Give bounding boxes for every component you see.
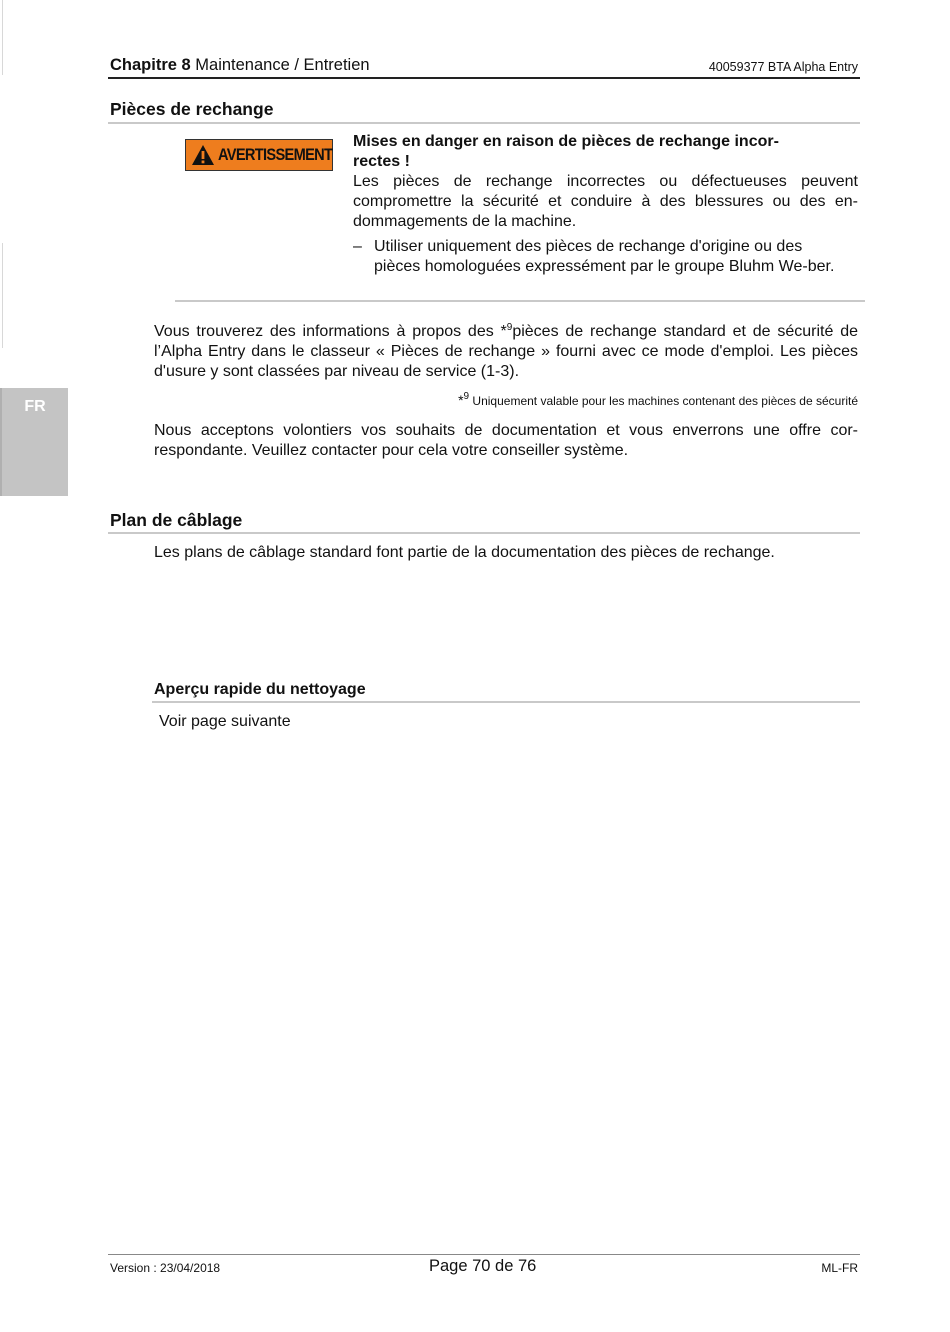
warning-triangle-icon	[191, 144, 215, 166]
warning-divider	[175, 300, 865, 302]
warning-title: Mises en danger en raison de pièces de rechange incor-rectes !	[353, 133, 779, 170]
spare-parts-paragraph	[154, 322, 858, 382]
header-divider	[108, 77, 860, 79]
section-divider	[108, 122, 860, 124]
footer-version: Version : 23/04/2018	[110, 1261, 221, 1275]
margin-line	[2, 0, 3, 75]
chapter-label: Chapitre 8	[110, 56, 191, 74]
margin-line	[2, 243, 3, 348]
warning-body: Les pièces de rechange incorrectes ou défectueuses peuvent compromettre la sécurité et conduire à des blessures ou des en-dommagements de la machine.	[353, 173, 858, 230]
footnote-text: Uniquement valable pour les machines contenant des pièces de sécurité	[469, 394, 858, 408]
warning-badge	[185, 139, 333, 171]
footnote-number: 9	[463, 391, 470, 402]
language-tab-label: FR	[24, 398, 46, 415]
footer-language-code: ML-FR	[821, 1261, 858, 1275]
paragraph-text: Vous trouverez des informations à propos des *	[154, 323, 507, 340]
page-header-chapter	[110, 56, 370, 75]
footer-divider	[108, 1254, 860, 1255]
chapter-title: Maintenance / Entretien	[195, 56, 370, 74]
warning-instruction	[353, 237, 858, 277]
section-heading-spare-parts: Pièces de rechange	[110, 99, 274, 119]
cleaning-paragraph: Voir page suivante	[159, 713, 291, 730]
wiring-paragraph: Les plans de câblage standard font partie de la documentation des pièces de rechange.	[154, 544, 775, 561]
footer-page-number: Page 70 de 76	[429, 1257, 537, 1275]
footnote-star: *	[458, 392, 464, 408]
section-heading-cleaning: Aperçu rapide du nettoyage	[154, 681, 366, 698]
section-heading-wiring: Plan de câblage	[110, 510, 243, 530]
section-divider	[108, 532, 860, 534]
paragraph-text: pièces de rechange standard et de sécurité de l’Alpha Entry dans le classeur « Pièces de rechange » fourni avec ce mode d'emploi. Les pièces d'usure y sont classées par niveau de service (1-3).	[154, 323, 859, 380]
warning-badge-label: AVERTISSEMENT	[218, 145, 333, 164]
warning-message	[353, 132, 858, 277]
document-reference: 40059377 BTA Alpha Entry	[708, 60, 858, 74]
section-divider	[152, 701, 860, 703]
warning-instruction-text: Utiliser uniquement des pièces de rechange d'origine ou des pièces homologuées expressément par le groupe Bluhm We-ber.	[374, 238, 835, 275]
footnote	[154, 392, 858, 408]
footnote-reference: 9	[506, 322, 513, 333]
documentation-paragraph: Nous acceptons volontiers vos souhaits de documentation et vous enverrons une offre cor-respondante. Veuillez contacter pour cela votre conseiller système.	[154, 422, 858, 459]
list-dash: –	[353, 238, 362, 255]
language-tab	[0, 388, 68, 496]
